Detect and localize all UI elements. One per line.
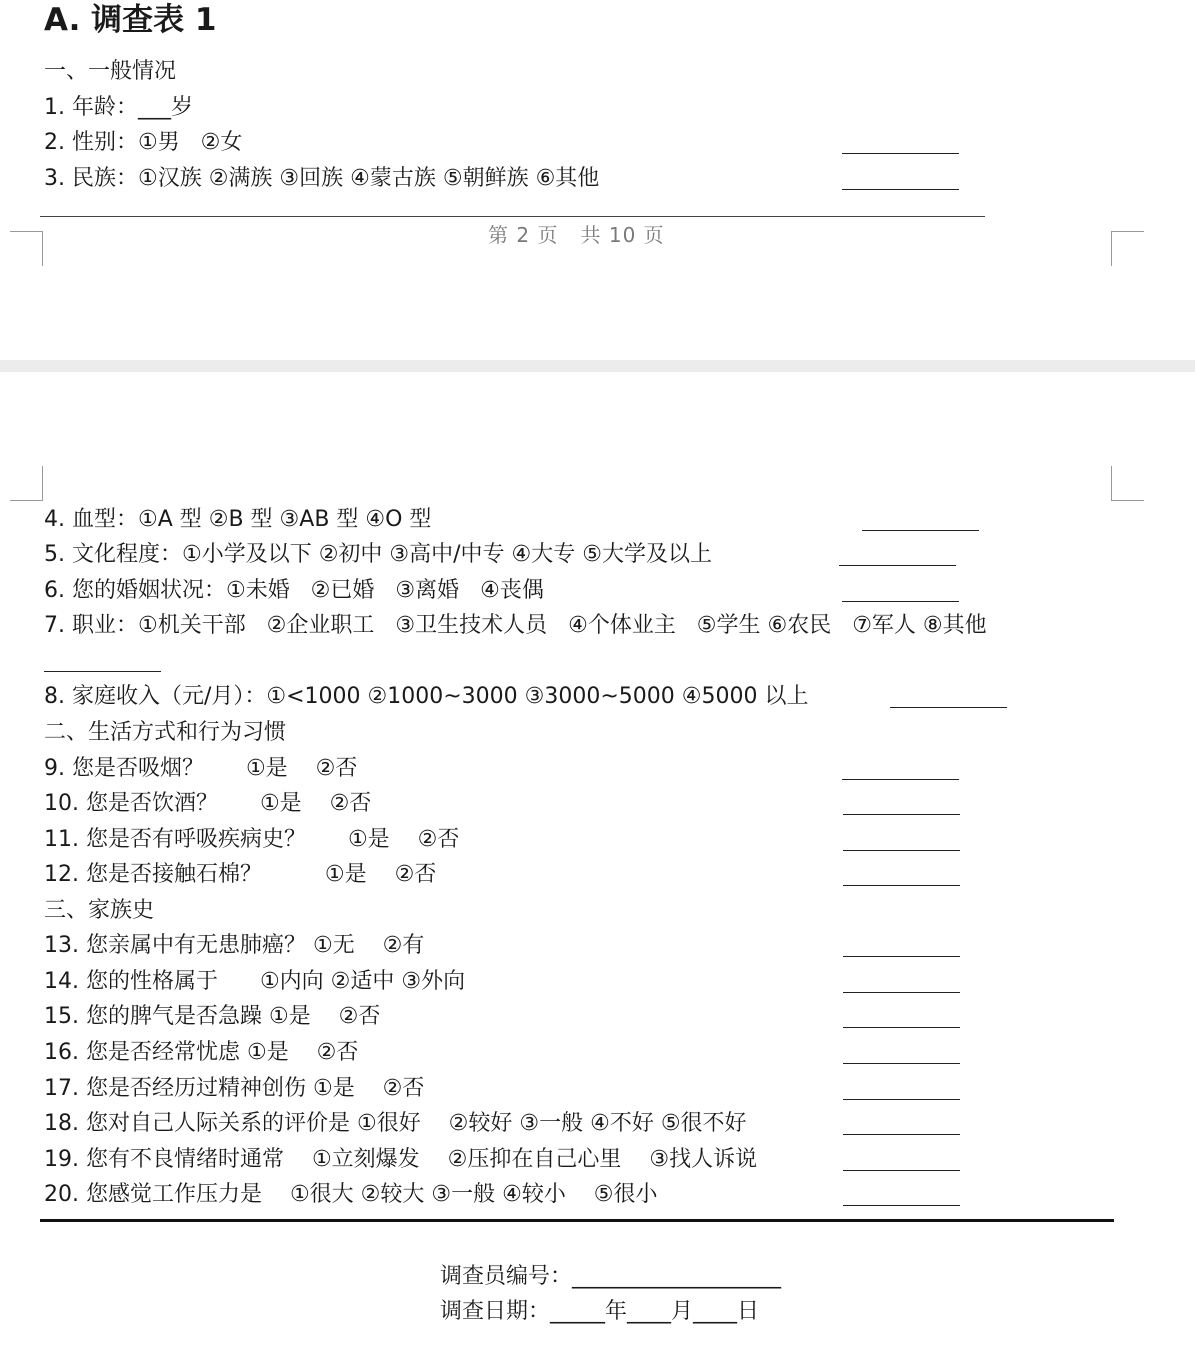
question-19-emotions: 19. 您有不良情绪时通常 ①立刻爆发 ②压抑在自己心里 ③找人诉说 [44,1147,758,1172]
question-11-respiratory-history: 11. 您是否有呼吸疾病史？ ①是 ②否 [44,827,460,852]
page-footer: 第 2 页 共 10 页 [488,223,665,247]
answer-blank-q4[interactable] [862,530,979,531]
answer-blank-q11[interactable] [843,850,960,851]
question-9-smoking: 9. 您是否吸烟？ ①是 ②否 [44,756,358,781]
answer-blank-q14[interactable] [843,992,960,993]
question-10-drinking: 10. 您是否饮酒？ ①是 ②否 [44,791,372,816]
answer-blank-q12[interactable] [843,885,960,886]
answer-blank-q10[interactable] [843,814,960,815]
question-7-occupation: 7. 职业：①机关干部 ②企业职工 ③卫生技术人员 ④个体业主 ⑤学生 ⑥农民 ⑦军人 ⑧其他 [44,613,987,638]
page-title: A. 调查表 1 [44,2,217,38]
section-heading-lifestyle: 二、生活方式和行为习惯 [44,720,287,745]
answer-blank-q15[interactable] [843,1027,960,1028]
question-20-work-pressure: 20. 您感觉工作压力是 ①很大 ②较大 ③一般 ④较小 ⑤很小 [44,1182,658,1207]
answer-blank-q8[interactable] [890,707,1007,708]
question-13-lung-cancer-relatives: 13. 您亲属中有无患肺癌？ ①无 ②有 [44,933,425,958]
question-6-marital-status: 6. 您的婚姻状况：①未婚 ②已婚 ③离婚 ④丧偶 [44,578,544,603]
answer-blank-q3[interactable] [842,189,959,190]
answer-blank-q6[interactable] [842,601,959,602]
question-5-education: 5. 文化程度：①小学及以下 ②初中 ③高中/中专 ④大专 ⑤大学及以上 [44,542,712,567]
survey-date-field[interactable]: 调查日期：_____年____月____日 [440,1299,760,1324]
question-3-ethnicity: 3. 民族：①汉族 ②满族 ③回族 ④蒙古族 ⑤朝鲜族 ⑥其他 [44,166,600,191]
footer-divider [40,216,985,217]
answer-blank-q17[interactable] [843,1099,960,1100]
answer-blank-q20[interactable] [843,1205,960,1206]
question-16-worry: 16. 您是否经常忧虑 ①是 ②否 [44,1040,359,1065]
section-heading-general: 一、一般情况 [44,59,177,84]
page-corner-mark [1111,466,1144,501]
answer-blank-q2[interactable] [842,153,959,154]
investigator-id-field[interactable]: 调查员编号：___________________ [440,1264,782,1289]
question-18-relationships: 18. 您对自己人际关系的评价是 ①很好 ②较好 ③一般 ④不好 ⑤很不好 [44,1111,747,1136]
question-14-personality: 14. 您的性格属于 ①内向 ②适中 ③外向 [44,969,466,994]
answer-blank-q7[interactable] [44,671,161,672]
page-corner-mark [10,231,43,266]
section-heading-family-history: 三、家族史 [44,898,155,923]
question-15-temper: 15. 您的脾气是否急躁 ①是 ②否 [44,1004,381,1029]
answer-blank-q13[interactable] [843,956,960,957]
question-2-gender: 2. 性别：①男 ②女 [44,130,243,155]
answer-blank-q5[interactable] [839,565,956,566]
form-end-divider [40,1219,1114,1222]
question-12-asbestos: 12. 您是否接触石棉？ ①是 ②否 [44,862,437,887]
answer-blank-q18[interactable] [843,1134,960,1135]
question-1-age: 1. 年龄：___岁 [44,95,193,120]
page-gap [0,360,1195,372]
page-corner-mark [10,466,43,501]
page-corner-mark [1111,231,1144,266]
question-8-income: 8. 家庭收入（元/月）：①<1000 ②1000~3000 ③3000~5000 ④5000 以上 [44,684,809,709]
question-17-trauma: 17. 您是否经历过精神创伤 ①是 ②否 [44,1076,425,1101]
question-4-blood-type: 4. 血型：①A 型 ②B 型 ③AB 型 ④O 型 [44,507,432,532]
answer-blank-q9[interactable] [842,779,959,780]
answer-blank-q16[interactable] [843,1063,960,1064]
answer-blank-q19[interactable] [843,1170,960,1171]
